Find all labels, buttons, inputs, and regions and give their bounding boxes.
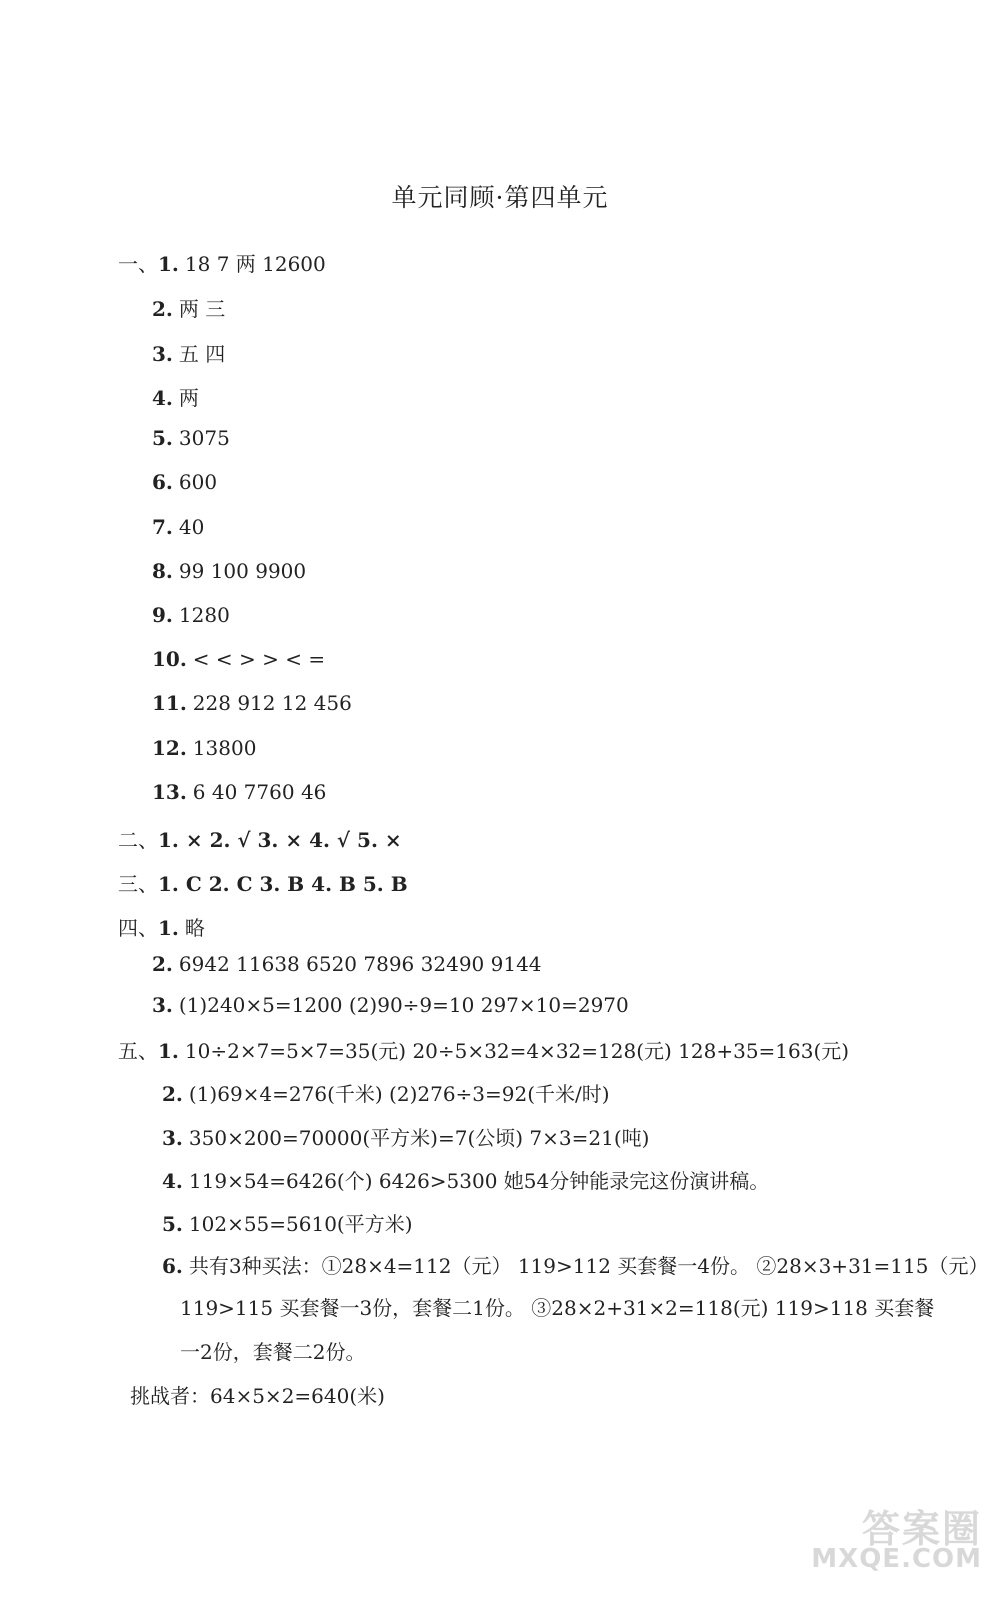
- watermark-logo: [782, 1498, 982, 1578]
- section-5-item-1: 五、1. 10÷2×7=5×7=35(元) 20÷5×32=4×32=128(元) 128+35=163(元): [118, 1039, 850, 1063]
- section-label: 一、: [118, 252, 158, 276]
- section-1-item-12: 12. 13800: [152, 736, 257, 760]
- answer-text: 1. × 2. √ 3. × 4. √ 5. ×: [158, 828, 402, 852]
- section-1-item-4: 4. 两: [152, 386, 199, 410]
- section-4-item-2: 2. 6942 11638 6520 7896 32490 9144: [152, 952, 542, 976]
- section-1-item-5: 5. 3075: [152, 426, 230, 450]
- section-1-item-2: 2. 两 三: [152, 297, 226, 321]
- section-label: 五、: [118, 1039, 158, 1063]
- section-5-item-4: 4. 119×54=6426(个) 6426>5300 她54分钟能录完这份演讲稿。: [162, 1169, 770, 1193]
- section-1-item-11: 11. 228 912 12 456: [152, 691, 352, 715]
- section-3: [118, 868, 408, 897]
- section-5-item-6: 6. 共有3种买法：①28×4=112（元） 119>112 买套餐一4份。 ②28×3+31=115（元）: [162, 1254, 989, 1278]
- watermark-text-bottom: MXQE.COM: [811, 1544, 982, 1574]
- section-1-item-9: 9. 1280: [152, 603, 230, 627]
- section-1-item-3: 3. 五 四: [152, 342, 226, 366]
- page-title: 单元同顾·第四单元: [391, 183, 609, 212]
- section-2: [118, 824, 402, 853]
- section-label: 二、: [118, 828, 158, 852]
- answer-text: 1. C 2. C 3. B 4. B 5. B: [158, 872, 408, 896]
- section-5-item-6-continued-1: 119>115 买套餐一3份，套餐二1份。 ③28×2+31×2=118(元) 119>118 买套餐: [180, 1296, 935, 1320]
- section-label: 四、: [118, 916, 158, 940]
- watermark-text-top: 答案圈: [861, 1507, 982, 1551]
- section-4-item-1: 四、1. 略: [118, 916, 205, 940]
- section-1-item-10: 10. < < > > < =: [152, 647, 326, 671]
- section-4-item-3: 3. (1)240×5=1200 (2)90÷9=10 297×10=2970: [152, 993, 629, 1017]
- section-5-item-5: 5. 102×55=5610(平方米): [162, 1212, 413, 1236]
- section-5-item-6-continued-2: 一2份，套餐二2份。: [180, 1340, 366, 1364]
- challenge-answer: 挑战者：64×5×2=640(米): [130, 1384, 385, 1408]
- section-1-item-13: 13. 6 40 7760 46: [152, 780, 327, 804]
- section-1-item-8: 8. 99 100 9900: [152, 559, 307, 583]
- section-5-item-2: 2. (1)69×4=276(千米) (2)276÷3=92(千米/时): [162, 1082, 610, 1106]
- section-1-item-7: 7. 40: [152, 515, 205, 539]
- section-1-item-6: 6. 600: [152, 470, 218, 494]
- section-5-item-3: 3. 350×200=70000(平方米)=7(公顷) 7×3=21(吨): [162, 1126, 650, 1150]
- section-label: 三、: [118, 872, 158, 896]
- section-1-item-1: 一、1. 18 7 两 12600: [118, 252, 326, 276]
- answer-text: 18 7 两 12600: [184, 252, 326, 276]
